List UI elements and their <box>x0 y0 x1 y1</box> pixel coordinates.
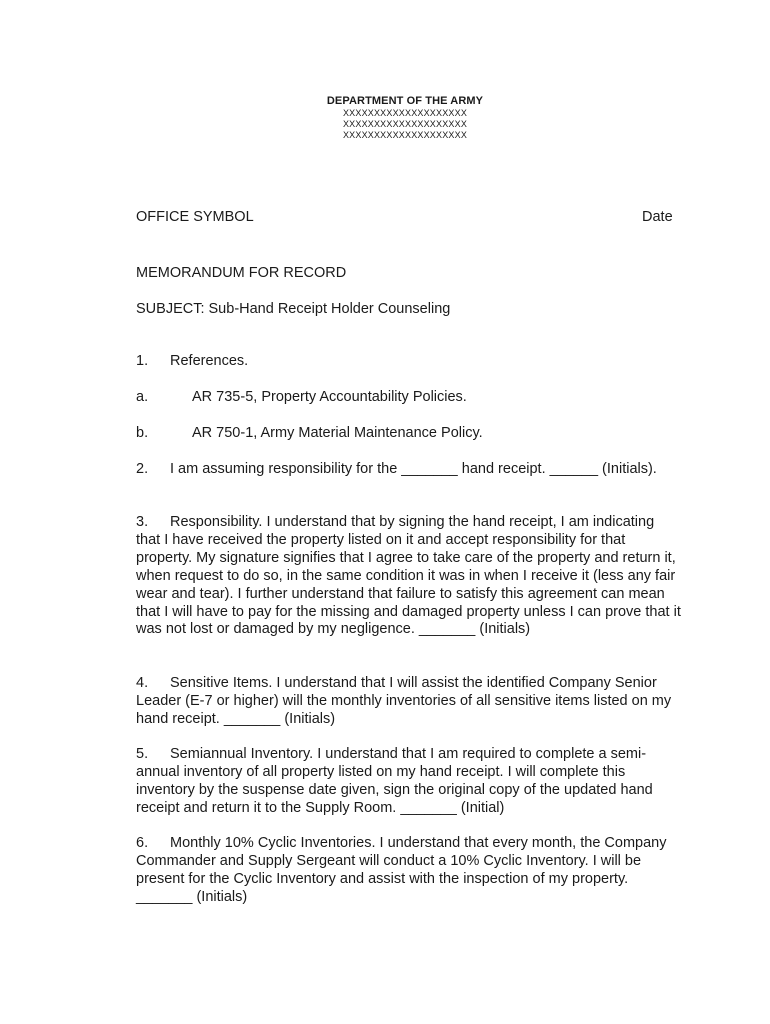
paragraph-text: I am assuming responsibility for the _______ hand receipt. ______ (Initials). <box>170 461 657 477</box>
office-symbol: OFFICE SYMBOL <box>136 209 254 225</box>
paragraph-text: AR 750-1, Army Material Maintenance Policy. <box>192 425 483 441</box>
subject-line: SUBJECT: Sub-Hand Receipt Holder Counseling <box>136 301 451 317</box>
paragraph-number: 2. <box>136 461 149 477</box>
letterhead-address-line: XXXXXXXXXXXXXXXXXXXX <box>342 108 468 118</box>
paragraph-1a <box>136 389 681 407</box>
memorandum-for-record: MEMORANDUM FOR RECORD <box>136 265 347 281</box>
paragraph-text: References. <box>170 353 249 369</box>
paragraph-number: 5. <box>136 746 149 762</box>
letterhead-address-line: XXXXXXXXXXXXXXXXXXXX <box>342 119 468 129</box>
paragraph-number: 3. <box>136 514 149 530</box>
paragraph-text: Monthly 10% Cyclic Inventories. I understand that every month, the Company Commander and Supply Sergeant will conduct a 10% Cyclic Inventory. I will be present for the Cyclic Inventory and assist with the inspection of my property. _______ (Initials) <box>136 835 667 905</box>
paragraph-2 <box>136 461 681 479</box>
paragraph-number: 6. <box>136 835 149 851</box>
date-label: Date <box>642 209 673 225</box>
paragraph-1 <box>136 353 681 371</box>
letterhead-title: DEPARTMENT OF THE ARMY <box>326 95 484 107</box>
paragraph-number: b. <box>136 425 149 441</box>
letterhead-address-line: XXXXXXXXXXXXXXXXXXXX <box>342 130 468 140</box>
paragraph-4 <box>136 675 681 729</box>
paragraph-number: 1. <box>136 353 149 369</box>
paragraph-text: AR 735-5, Property Accountability Policies. <box>192 389 467 405</box>
paragraph-1b <box>136 425 681 443</box>
paragraph-number: 4. <box>136 675 149 691</box>
paragraph-3 <box>136 514 681 639</box>
letterhead <box>0 95 770 141</box>
paragraph-5 <box>136 746 681 818</box>
paragraph-text: Responsibility. I understand that by signing the hand receipt, I am indicating that I have received the property listed on it and accept responsibility for that property. My signature signifies that I agree to take care of the property and return it, when request to do so, in the same condition it was in when I receive it (less any fair wear and tear). I further understand that failure to satisfy this agreement can mean that I will have to pay for the missing and damaged property unless I can prove that it was not lost or damaged by my negligence. _______ (Initials) <box>136 514 681 638</box>
paragraph-text: Semiannual Inventory. I understand that I am required to complete a semi-annual inventory of all property listed on my hand receipt. I will complete this inventory by the suspense date given, sign the original copy of the updated hand receipt and return it to the Supply Room. _______ (Initial) <box>136 746 653 816</box>
paragraph-6 <box>136 835 681 907</box>
paragraph-text: Sensitive Items. I understand that I will assist the identified Company Senior Leader (E-7 or higher) will the monthly inventories of all sensitive items listed on my hand receipt. _______ (Initials) <box>136 675 672 727</box>
paragraph-number: a. <box>136 389 149 405</box>
